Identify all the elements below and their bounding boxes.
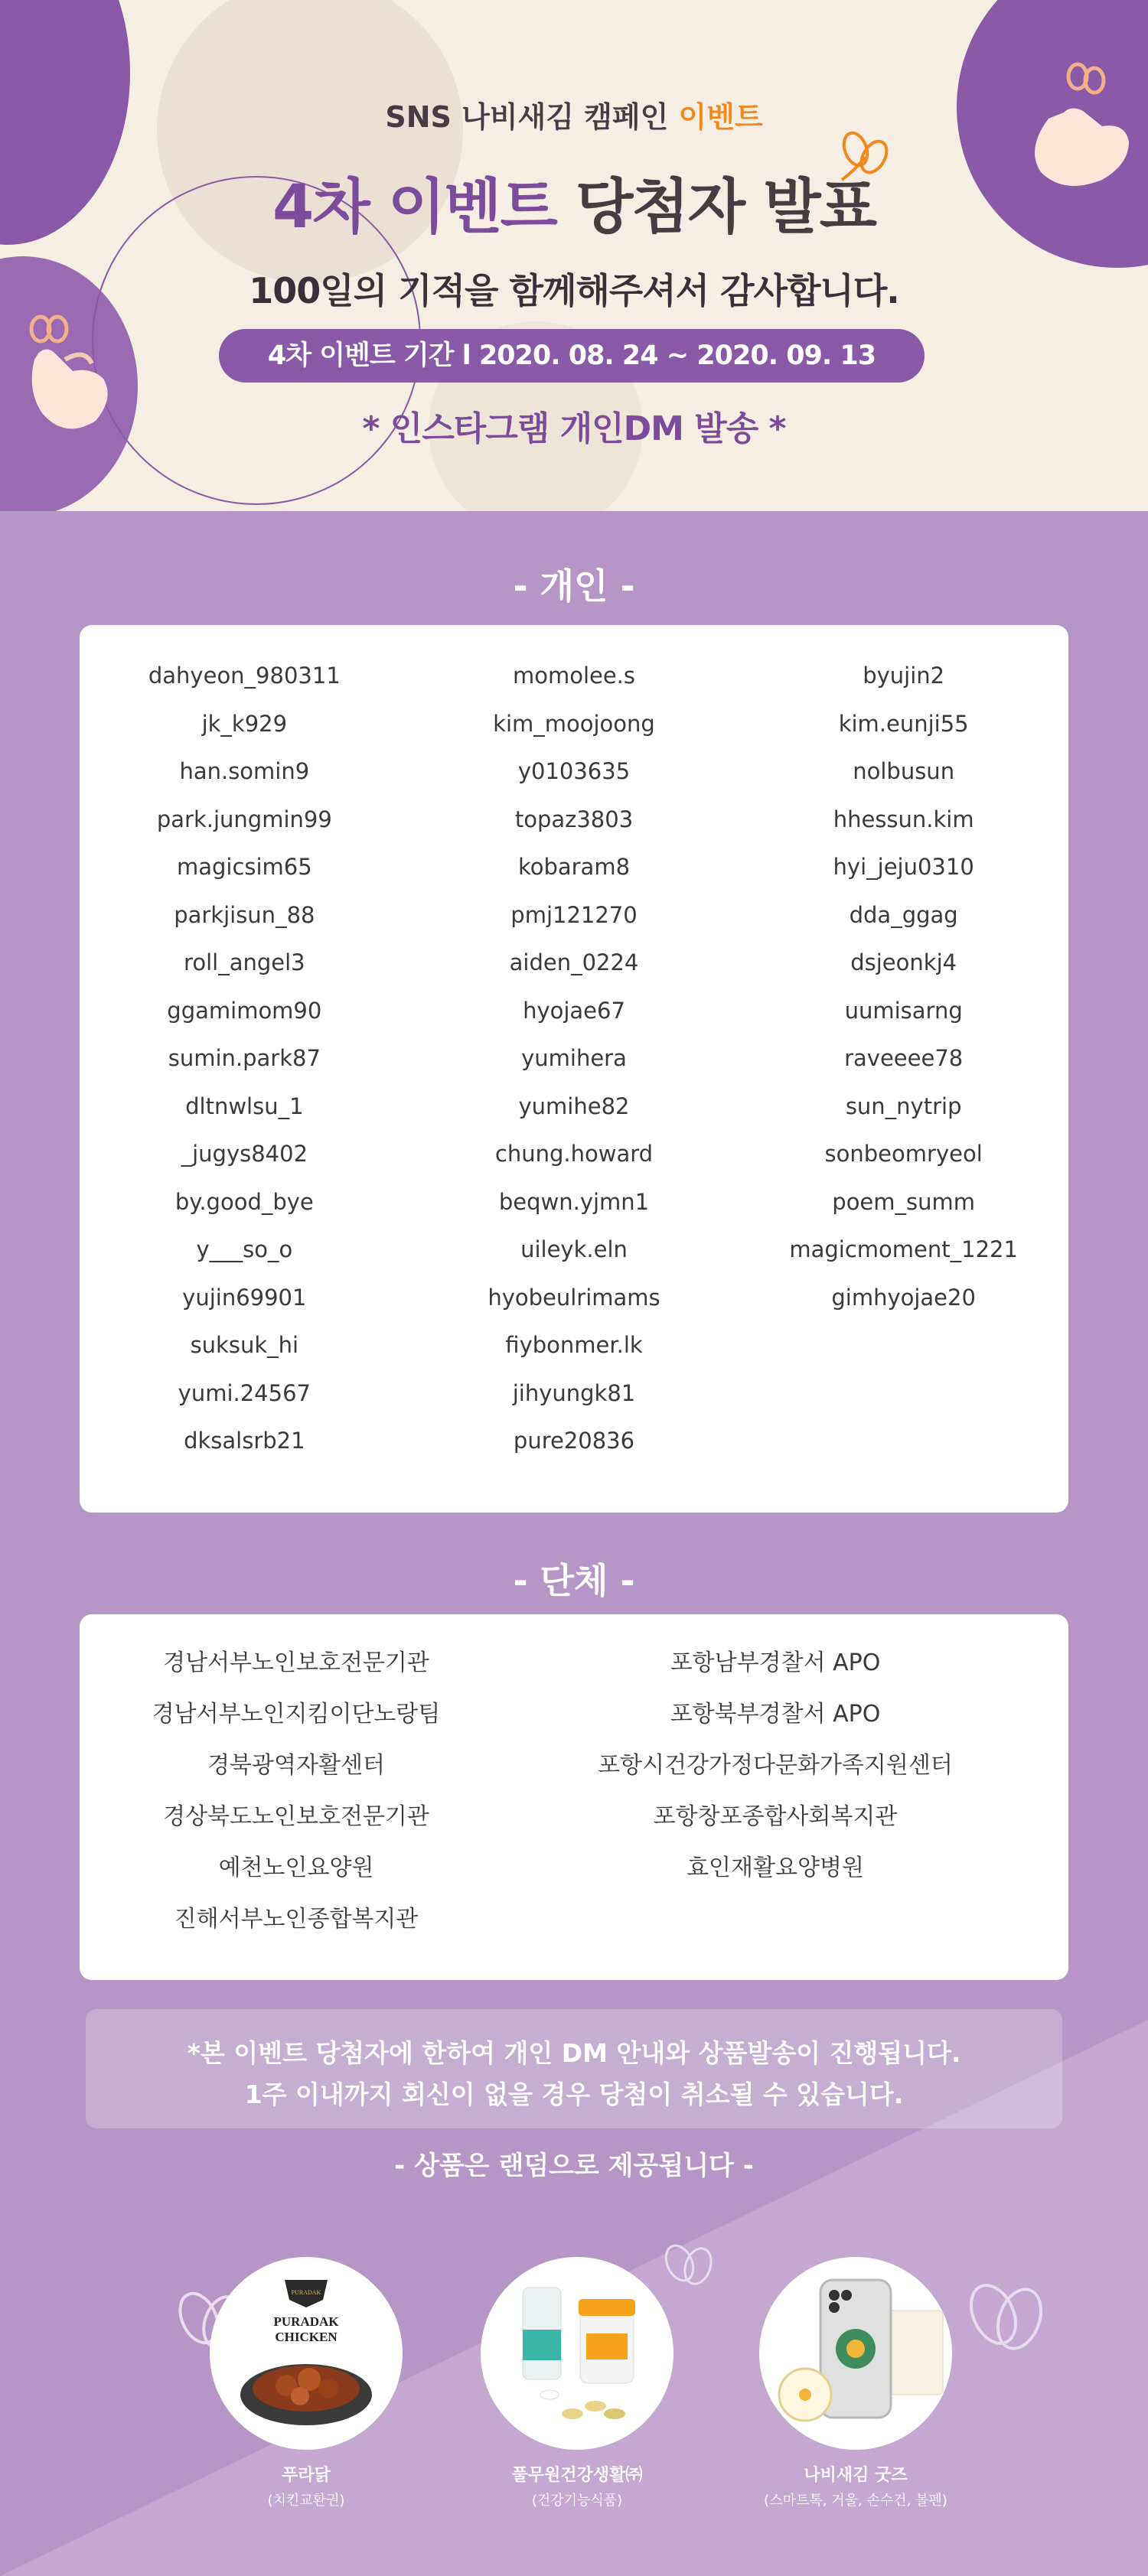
winner-username: uileyk.eln: [520, 1236, 628, 1262]
prize-item-puradak: [207, 2257, 406, 2509]
prize-item-goods: [756, 2257, 955, 2509]
winner-username: chung.howard: [494, 1141, 654, 1167]
winner-username: yumi.24567: [178, 1379, 311, 1406]
notice-line-2: 1주 이내까지 회신이 없을 경우 당첨이 취소될 수 있습니다.: [244, 2079, 904, 2109]
winner-username: parkjisun_88: [174, 901, 315, 928]
winner-organization: 포항북부경찰서 APO: [670, 1701, 881, 1728]
winner-organization: 경남서부노인지킴이단노랑팀: [152, 1701, 441, 1728]
winner-username: [739, 1430, 1068, 1478]
prize-name: 푸라닭: [282, 2466, 331, 2485]
winner-username: sonbeomryeol: [824, 1141, 983, 1167]
winner-username: dahyeon_980311: [148, 663, 341, 689]
winner-username: momolee.s: [512, 663, 636, 689]
prize-item-pulmuone: [478, 2257, 677, 2509]
thanks-message: 100일의 기적을 함께해주셔서 감사합니다.: [249, 270, 899, 311]
winner-username: hyi_jeju0310: [833, 854, 974, 880]
winner-organization: 효인재활요양병원: [687, 1855, 864, 1881]
campaign-prefix: SNS 나비새김 캠페인: [385, 100, 679, 134]
header-banner: [0, 0, 1148, 511]
campaign-subtitle: [0, 93, 1148, 135]
winner-username: kim_moojoong: [493, 710, 655, 737]
group-winners-card: [80, 1614, 1068, 1980]
title-part1: 4차 이벤트: [272, 173, 556, 242]
winner-organization: 예천노인요양원: [218, 1855, 374, 1881]
notice-box: [86, 2009, 1062, 2128]
winner-username: dksalsrb21: [184, 1428, 305, 1454]
prize-image-pulmuone: [481, 2257, 673, 2450]
winner-organization: 진해서부노인종합복지관: [174, 1906, 419, 1933]
puradak-brand-line2: CHICKEN: [275, 2330, 338, 2344]
winner-username: fiybonmer.lk: [505, 1332, 643, 1358]
winner-organization: 포항창포종합사회복지관: [653, 1803, 898, 1830]
winner-username: pmj121270: [510, 901, 638, 928]
winner-username: yumihera: [521, 1045, 627, 1071]
winner-username: sumin.park87: [168, 1045, 321, 1071]
prize-image-goods: [759, 2257, 952, 2450]
title-part2: 당첨자 발표: [576, 173, 876, 242]
winner-organization: 경남서부노인보호전문기관: [163, 1649, 429, 1676]
winner-username: hhessun.kim: [833, 806, 974, 832]
winner-username: dsjeonkj4: [850, 949, 957, 975]
winner-organization: 포항시건강가정다문화가족지원센터: [598, 1752, 953, 1779]
winner-username: roll_angel3: [184, 949, 305, 975]
prize-image-puradak: [210, 2257, 403, 2450]
puradak-brand-line1: PURADAK: [273, 2314, 339, 2329]
group-section-title: - 단체 -: [513, 1560, 635, 1601]
notice-line-1: *본 이벤트 당첨자에 한하여 개인 DM 안내와 상품발송이 진행됩니다.: [187, 2038, 961, 2068]
winner-username: uumisarng: [844, 997, 963, 1024]
individual-winners-list: [80, 665, 1068, 1478]
random-prize-note: - 상품은 랜덤으로 제공됩니다 -: [394, 2151, 754, 2181]
winner-username: pure20836: [513, 1428, 635, 1454]
page-title: [0, 159, 1148, 245]
winner-organization: 경상북도노인보호전문기관: [163, 1803, 429, 1830]
event-period-badge: 4차 이벤트 기간 l 2020. 08. 24 ~ 2020. 09. 13: [219, 329, 925, 383]
prize-name: 풀무원건강생활㈜: [511, 2466, 643, 2485]
winner-username: kobaram8: [517, 854, 631, 880]
prize-name: 나비새김 굿즈: [804, 2466, 908, 2485]
prize-description: (스마트톡, 거울, 손수건, 볼펜): [764, 2493, 947, 2509]
chicken-icon: [210, 2257, 403, 2450]
winner-username: magicsim65: [176, 854, 312, 880]
winner-username: gimhyojae20: [831, 1284, 976, 1311]
winner-username: hyojae67: [523, 997, 625, 1024]
winner-username: _jugys8402: [181, 1141, 308, 1167]
winner-username: jihyungk81: [512, 1379, 636, 1406]
winner-username: byujin2: [863, 663, 945, 689]
smartphone-icon: [759, 2257, 952, 2450]
winner-username: sun_nytrip: [845, 1093, 962, 1119]
winner-organization: 포항남부경찰서 APO: [670, 1649, 881, 1676]
winner-username: hyobeulrimams: [488, 1284, 660, 1311]
winner-username: yujin69901: [182, 1284, 307, 1311]
winner-username: han.somin9: [179, 758, 310, 784]
winner-username: yumihe82: [518, 1093, 630, 1119]
prize-description: (치킨교환권): [267, 2493, 345, 2509]
individual-section-title: - 개인 -: [513, 565, 635, 607]
winner-organization: 경북광역자활센터: [207, 1752, 385, 1779]
winner-username: y0103635: [517, 758, 631, 784]
winner-username: dltnwlsu_1: [185, 1093, 304, 1119]
winner-username: by.good_bye: [174, 1188, 314, 1215]
winner-username: raveeee78: [844, 1045, 964, 1071]
winner-username: topaz3803: [514, 806, 634, 832]
winner-username: magicmoment_1221: [789, 1236, 1018, 1262]
winner-username: y___so_o: [196, 1236, 293, 1262]
winner-username: park.jungmin99: [156, 806, 332, 832]
group-winners-list: [80, 1651, 1068, 1959]
winner-organization: [574, 1907, 1068, 1959]
winner-username: jk_k929: [201, 710, 288, 737]
supplement-bottles-icon: [481, 2257, 673, 2450]
winner-username: suksuk_hi: [190, 1332, 299, 1358]
winner-username: poem_summ: [832, 1188, 976, 1215]
winner-username: ggamimom90: [167, 997, 322, 1024]
winner-username: [739, 1334, 1068, 1382]
butterfly-outline-icon: [957, 2268, 1056, 2368]
winner-username: beqwn.yjmn1: [498, 1188, 650, 1215]
winner-username: dda_ggag: [849, 901, 958, 928]
dm-notice: * 인스타그램 개인DM 발송 *: [362, 409, 786, 448]
puradak-logo-text: PURADAK: [291, 2289, 321, 2296]
campaign-accent: 이벤트: [678, 100, 763, 134]
individual-winners-card: [80, 625, 1068, 1513]
winner-username: nolbusun: [853, 758, 955, 784]
prize-description: (건강기능식품): [531, 2493, 623, 2509]
winner-username: aiden_0224: [509, 949, 639, 975]
winner-username: kim.eunji55: [838, 710, 969, 737]
winner-username: [739, 1382, 1068, 1431]
